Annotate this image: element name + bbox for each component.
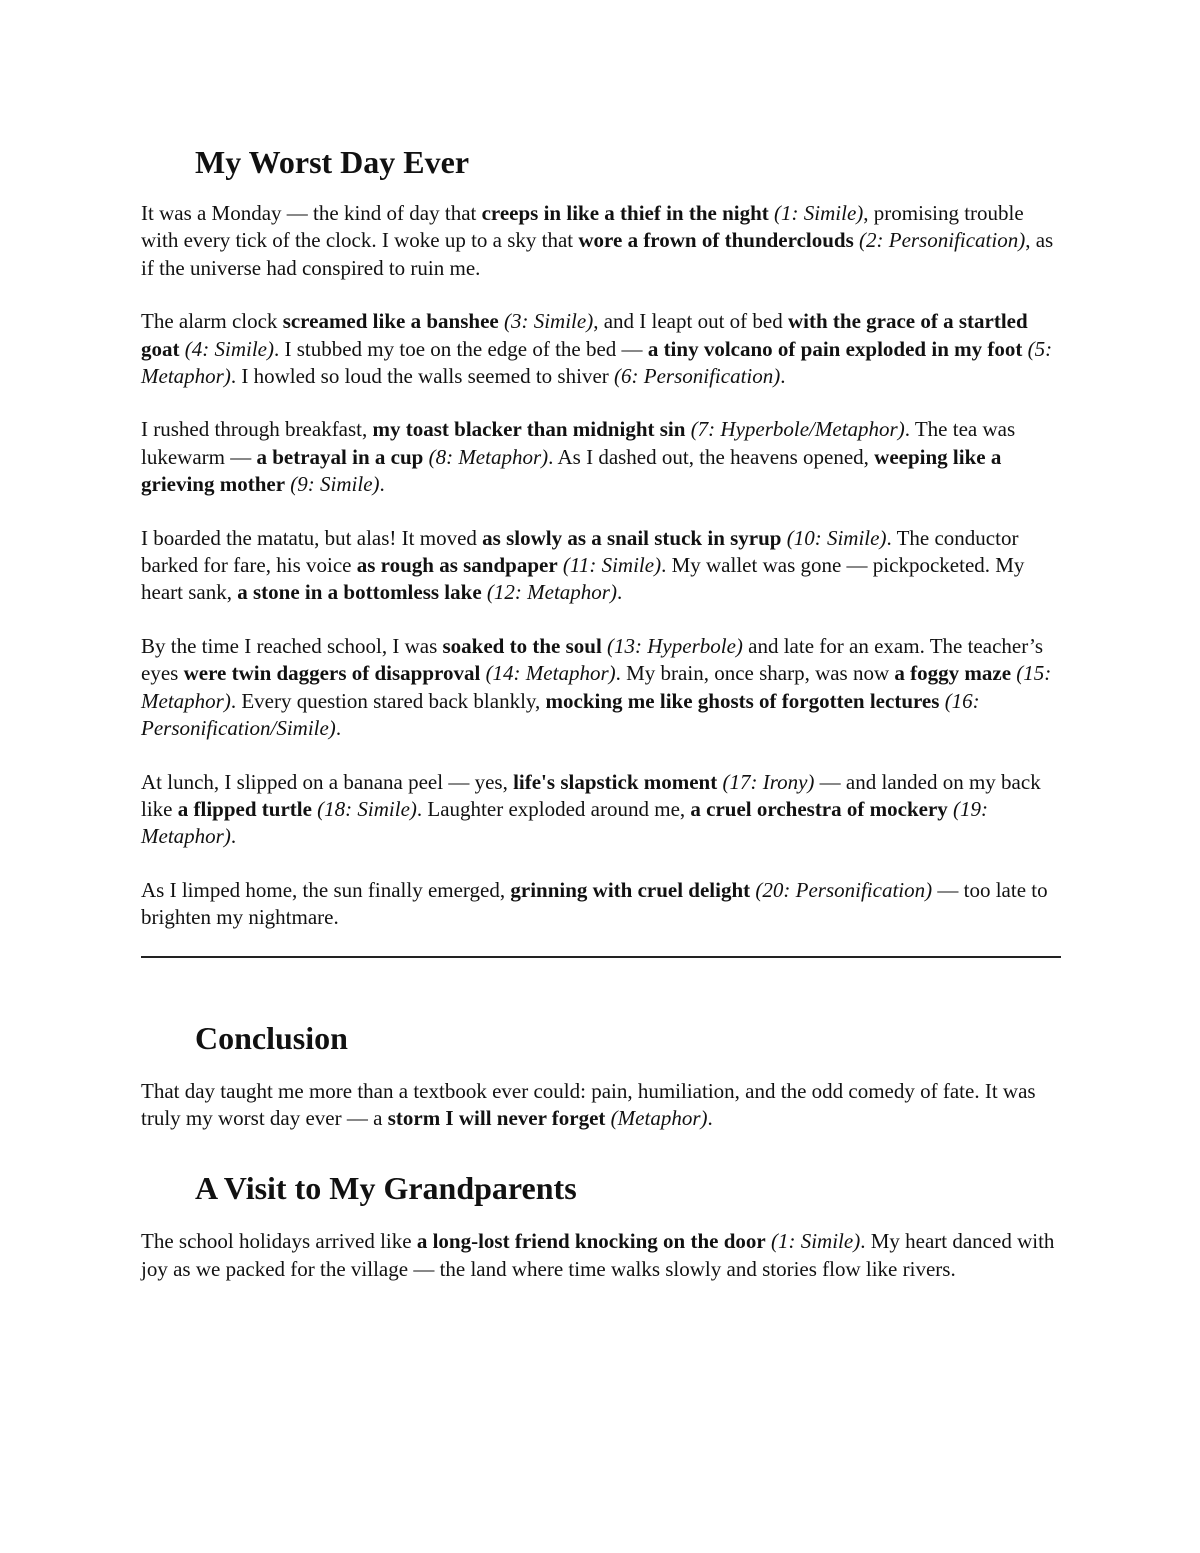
figure-label: (4: Simile) (184, 336, 274, 361)
figure-label: (16: Personification/Simile) (141, 688, 980, 741)
text-run: At lunch, I slipped on a banana peel — yes, (141, 769, 514, 794)
bold-figure-of-speech: creeps in like a thief in the night (481, 201, 769, 225)
figure-label: (19: Metaphor) (141, 796, 989, 849)
conclusion-paragraph (141, 1078, 1061, 1133)
paragraph-7 (141, 877, 1061, 932)
text-run: . The tea was lukewarm — (141, 417, 1016, 469)
grandparents-paragraph (141, 1228, 1061, 1283)
text-run: . My heart danced with joy as we packed for the village — the land where time walks slowly and stories flow like rivers. (141, 1229, 1055, 1281)
bold-figure-of-speech: my toast blacker than midnight sin (372, 417, 686, 442)
document-body (141, 140, 1061, 1283)
text-run: . (616, 580, 623, 605)
bold-figure-of-speech: were twin daggers of disapproval (183, 661, 481, 686)
bold-figure-of-speech: screamed like a banshee (282, 309, 499, 334)
text-run: — too late to brighten my nightmare. (141, 877, 1048, 930)
paragraph-4 (141, 525, 1061, 607)
bold-figure-of-speech: a betrayal in a cup (256, 444, 424, 469)
text-run: , promising trouble with every tick of the clock. I woke up to a sky that (141, 201, 1024, 253)
bold-figure-of-speech: weeping like a grieving mother (141, 444, 1002, 497)
text-run: . (707, 1105, 713, 1130)
figure-label: (12: Metaphor) (486, 580, 617, 605)
text-run: The alarm clock (141, 309, 283, 334)
text-run: — and landed on my back like (141, 769, 1041, 821)
bold-figure-of-speech: a foggy maze (894, 661, 1012, 686)
figure-label: (17: Irony) (722, 769, 815, 794)
bold-figure-of-speech: soaked to the soul (442, 633, 602, 658)
figure-label: (9: Simile) (290, 472, 380, 497)
figure-label: (3: Simile) (503, 309, 594, 334)
text-run: . I howled so loud the walls seemed to shiver (230, 364, 615, 389)
bold-figure-of-speech: a stone in a bottomless lake (237, 580, 482, 605)
bold-figure-of-speech: wore a frown of thunderclouds (578, 228, 854, 253)
text-run: By the time I reached school, I was (141, 633, 443, 658)
bold-figure-of-speech: grinning with cruel delight (510, 877, 751, 902)
text-run: . (780, 364, 786, 389)
text-run: . Laughter exploded around me, (416, 796, 691, 821)
bold-figure-of-speech: with the grace of a startled goat (141, 309, 1028, 361)
text-run: , as if the universe had conspired to ruin me. (141, 228, 1054, 280)
text-run: As I limped home, the sun finally emerged, (141, 877, 511, 902)
text-run: I rushed through breakfast, (141, 417, 373, 442)
text-run: and late for an exam. The teacher’s eyes (141, 633, 1043, 686)
figure-label: (6: Personification) (614, 364, 781, 389)
text-run: That day taught me more than a textbook ever could: pain, humiliation, and the odd comedy of fate. It was truly my worst day ever — a (141, 1078, 1036, 1130)
paragraph-6 (141, 769, 1061, 851)
text-run: . As I dashed out, the heavens opened, (548, 444, 875, 469)
figure-label: (18: Simile) (317, 796, 417, 821)
paragraph-5 (141, 633, 1061, 743)
text-run: . My wallet was gone — pickpocketed. My heart sank, (141, 553, 1025, 605)
bold-figure-of-speech: mocking me like ghosts of forgotten lectures (545, 688, 940, 713)
figure-label: (1: Simile) (774, 201, 864, 225)
text-run: . (379, 472, 385, 497)
text-run: The school holidays arrived like (141, 1229, 417, 1254)
figure-label: (7: Hyperbole/Metaphor) (690, 417, 905, 442)
figure-label: (11: Simile) (562, 553, 662, 578)
figure-label: (20: Personification) (755, 877, 933, 902)
bold-figure-of-speech: a cruel orchestra of mockery (690, 796, 948, 821)
text-run: I boarded the matatu, but alas! It moved (141, 525, 483, 550)
bold-figure-of-speech: as slowly as a snail stuck in syrup (482, 525, 782, 550)
bold-figure-of-speech: a tiny volcano of pain exploded in my foot (647, 336, 1023, 361)
paragraph-1 (141, 200, 1061, 282)
text-run: . I stubbed my toe on the edge of the bed — (273, 336, 648, 361)
figure-label: (13: Hyperbole) (607, 633, 743, 658)
text-run: . Every question stared back blankly, (230, 688, 546, 713)
bold-figure-of-speech: a long-lost friend knocking on the door (416, 1229, 766, 1254)
figure-label: (Metaphor) (610, 1105, 708, 1130)
figure-label: (14: Metaphor) (485, 661, 616, 686)
paragraph-2 (141, 308, 1061, 390)
horizontal-rule (141, 956, 1061, 958)
text-run: , and I leapt out of bed (593, 309, 788, 334)
figure-label: (8: Metaphor) (428, 444, 549, 469)
bold-figure-of-speech: life's slapstick moment (513, 769, 718, 794)
figure-label: (5: Metaphor) (141, 336, 1053, 389)
grandparents-title: A Visit to My Grandparents (195, 1170, 577, 1207)
text-run: . The conductor barked for fare, his voice (141, 525, 1019, 578)
bold-figure-of-speech: as rough as sandpaper (356, 553, 558, 578)
essay-title: My Worst Day Ever (195, 144, 470, 180)
conclusion-title: Conclusion (195, 1019, 348, 1056)
figure-label: (1: Simile) (770, 1229, 861, 1254)
bold-figure-of-speech: a flipped turtle (177, 796, 312, 821)
text-run: . (335, 716, 342, 741)
bold-figure-of-speech: storm I will never forget (387, 1105, 606, 1130)
figure-label: (2: Personification) (859, 228, 1026, 253)
figure-label: (10: Simile) (786, 525, 887, 550)
text-run: It was a Monday — the kind of day that (141, 201, 482, 225)
text-run: . (230, 824, 237, 849)
text-run: . My brain, once sharp, was now (615, 661, 895, 686)
paragraph-3 (141, 416, 1061, 498)
figure-label: (15: Metaphor) (141, 661, 1052, 713)
